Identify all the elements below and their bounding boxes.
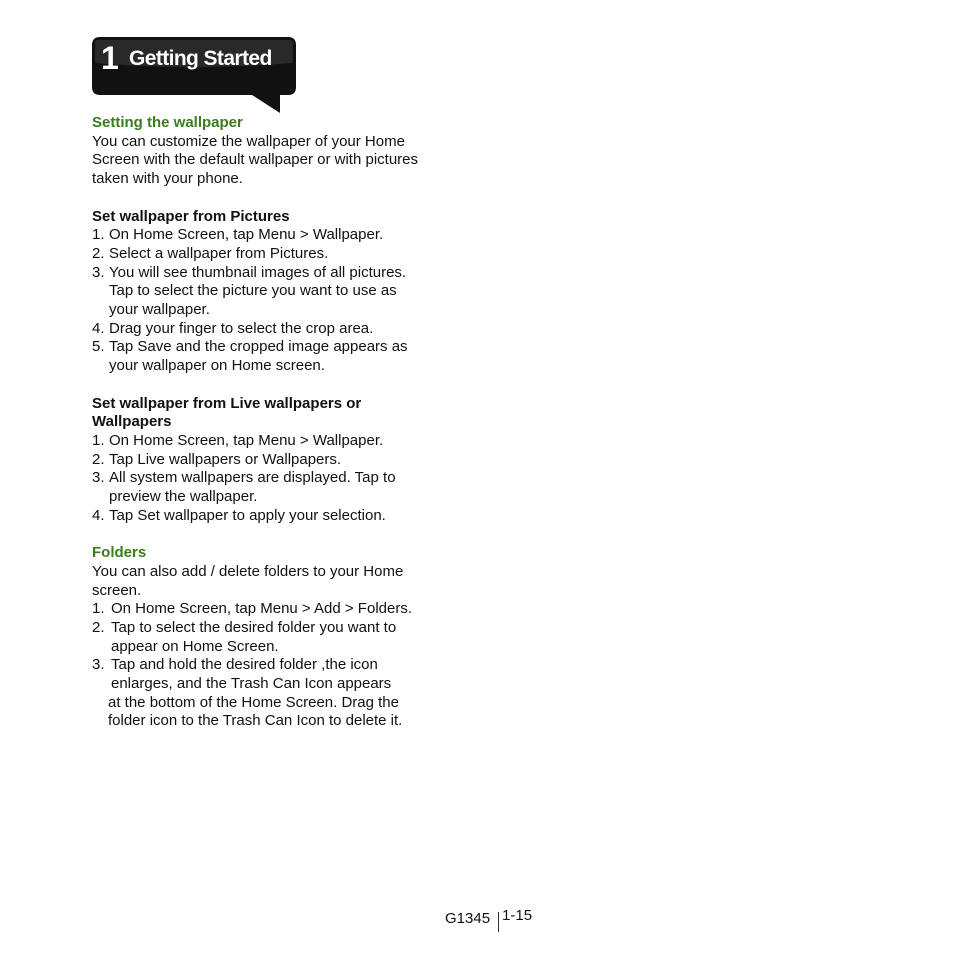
step-number: 1.: [92, 226, 105, 244]
step-text: Drag your finger to select the crop area.: [109, 319, 374, 337]
pictures-steps: [92, 226, 452, 376]
list-item: [92, 656, 452, 731]
wallpaper-intro: [92, 133, 452, 189]
chapter-title: Getting Started: [129, 47, 272, 70]
step-text: On Home Screen, tap Menu > Add > Folders.: [111, 600, 412, 618]
subheading-pictures: Set wallpaper from Pictures: [92, 207, 290, 225]
folders-steps: [92, 600, 452, 731]
step-text: All system wallpapers are displayed. Tap to: [109, 469, 396, 487]
step-text: preview the wallpaper.: [109, 488, 258, 506]
footer-divider: [498, 912, 499, 932]
page-number: 1-15: [502, 907, 533, 924]
step-text: at the bottom of the Home Screen. Drag the: [108, 693, 399, 711]
step-number: 1.: [92, 431, 105, 449]
step-text: On Home Screen, tap Menu > Wallpaper.: [109, 226, 384, 244]
step-text: Tap Save and the cropped image appears as: [109, 338, 408, 356]
list-item: [92, 264, 452, 320]
chapter-badge: [92, 37, 296, 113]
step-text: On Home Screen, tap Menu > Wallpaper.: [109, 431, 384, 449]
subheading-live-wallpapers: Set wallpaper from Live wallpapers or: [92, 394, 362, 412]
step-text: Select a wallpaper from Pictures.: [109, 244, 329, 262]
step-text: You will see thumbnail images of all pictures.: [109, 263, 407, 281]
chapter-number: 1: [101, 40, 119, 76]
page-content: [92, 114, 452, 731]
step-text: Tap and hold the desired folder ,the icon: [111, 656, 378, 674]
section-heading-folders: Folders: [92, 544, 147, 562]
folders-intro-line: screen.: [92, 581, 142, 599]
step-text: folder icon to the Trash Can Icon to delete it.: [108, 712, 403, 730]
step-number: 4.: [92, 506, 105, 524]
section-heading-wallpaper: Setting the wallpaper: [92, 114, 243, 131]
step-number: 5.: [92, 338, 105, 356]
step-number: 2.: [92, 618, 105, 636]
step-number: 3.: [92, 469, 105, 487]
step-number: 2.: [92, 244, 105, 262]
list-item: [92, 507, 452, 526]
list-item: [92, 245, 452, 264]
step-text: your wallpaper on Home screen.: [109, 357, 325, 375]
step-text: enlarges, and the Trash Can Icon appears: [111, 675, 392, 693]
step-number: 4.: [92, 319, 105, 337]
list-item: [92, 469, 452, 506]
step-number: 3.: [92, 656, 105, 674]
folders-intro: [92, 563, 452, 600]
list-item: [92, 451, 452, 470]
list-item: [92, 338, 452, 375]
step-text: Tap to select the desired folder you want to: [111, 618, 397, 636]
list-item: [92, 432, 452, 451]
list-item: [92, 226, 452, 245]
step-number: 2.: [92, 450, 105, 468]
page-footer: [445, 906, 532, 932]
step-text: Tap to select the picture you want to use as: [109, 282, 397, 300]
step-text: Tap Set wallpaper to apply your selection.: [109, 506, 386, 524]
list-item: [92, 619, 452, 656]
folders-intro-line: You can also add / delete folders to your Home: [92, 562, 404, 580]
list-item: [92, 320, 452, 339]
step-text: your wallpaper.: [109, 301, 210, 319]
step-number: 3.: [92, 263, 105, 281]
subheading-live-wallpapers-cont: Wallpapers: [92, 413, 172, 431]
wallpaper-intro-line: You can customize the wallpaper of your Home: [92, 132, 405, 150]
wallpaper-intro-line: taken with your phone.: [92, 170, 243, 188]
live-wallpaper-steps: [92, 432, 452, 526]
model-number: G1345: [445, 910, 491, 927]
step-number: 1.: [92, 600, 105, 618]
step-text: Tap Live wallpapers or Wallpapers.: [109, 450, 342, 468]
step-text: appear on Home Screen.: [111, 637, 279, 655]
list-item: [92, 600, 452, 619]
wallpaper-intro-line: Screen with the default wallpaper or with pictures: [92, 151, 419, 169]
